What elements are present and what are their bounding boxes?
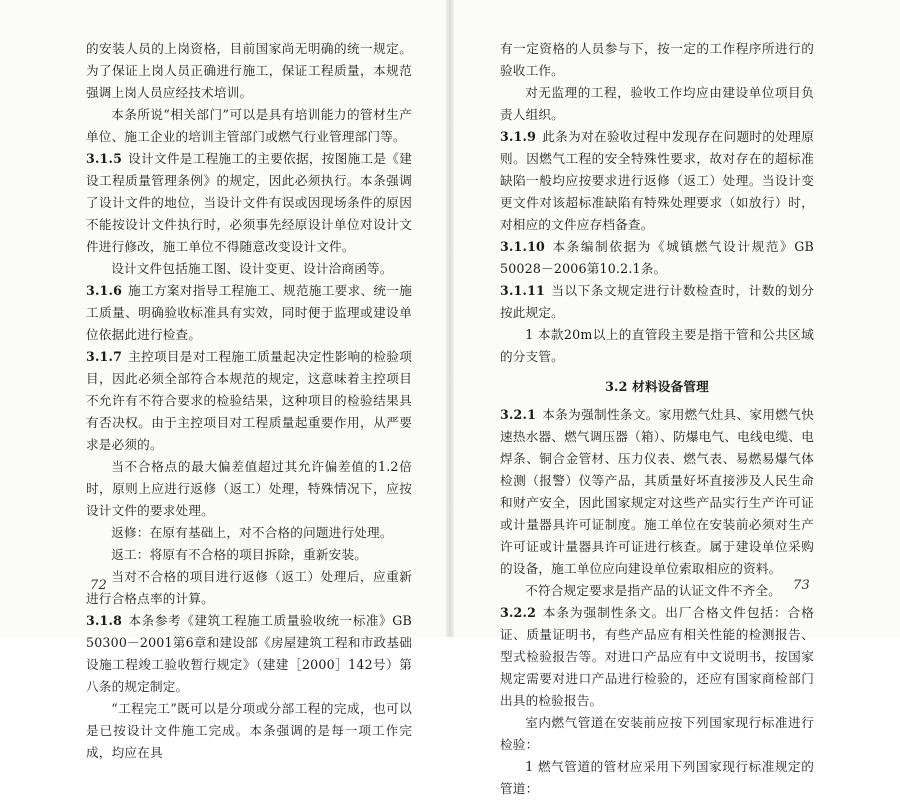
article-text: 此条为对在验收过程中发现存在问题时的处理原则。因燃气工程的安全特殊性要求，故对存在的超标准缺陷一般均应按要求进行返修（返工）处理。当设计变更文件对该超标准缺陷有特殊处理要求（如放行）时，对相应的文件应存档备查。 xyxy=(500,129,814,232)
article-3-1-7 xyxy=(86,346,412,456)
article-text: 当以下条文规定进行计数检查时，计数的划分按此规定。 xyxy=(500,283,814,320)
paragraph: 不符合规定要求是指产品的认证文件不齐全。 xyxy=(525,583,782,598)
article-text: 本条参考《建筑工程施工质量验收统一标准》GB 50300－2001第6章和建设部《房屋建筑工程和市政基础设施工程竣工验收暂行规定》（建建［2000］142号）第八条的规定制定。 xyxy=(86,613,412,694)
article-number: 3.1.6 xyxy=(86,283,123,298)
article-3-1-6 xyxy=(86,280,412,346)
paragraph: 对无监理的工程，验收工作均应由建设单位项目负责人组织。 xyxy=(500,85,814,122)
article-3-1-9 xyxy=(500,126,814,236)
article-3-1-11 xyxy=(500,280,814,324)
paragraph: 的安装人员的上岗资格，目前国家尚无明确的统一规定。为了保证上岗人员正确进行施工，保证工程质量，本规范强调上岗人员应经技术培训。 xyxy=(86,41,412,100)
article-3-1-10 xyxy=(500,236,814,280)
list-item: 1 燃气管道的管材应采用下列国家现行标准规定的管道： xyxy=(500,759,814,796)
article-text: 本条为强制性条文。出厂合格文件包括：合格证、质量证明书，有些产品应有相关性能的检测报告、型式检验报告等。对进口产品应有中文说明书，按国家规定需要对进口产品进行检验的，还应有国家商检部门出具的检验报告。 xyxy=(500,605,814,708)
article-number: 3.1.11 xyxy=(500,283,546,298)
section-title: 3.2 材料设备管理 xyxy=(605,379,709,394)
left-page xyxy=(0,0,450,760)
paragraph: 返工：将原有不合格的项目拆除，重新安装。 xyxy=(111,547,368,562)
article-text: 本条为强制性条文。家用燃气灶具、家用燃气快速热水器、燃气调压器（箱）、防爆电气、电线电缆、电焊条、铜合金管材、压力仪表、燃气表、易燃易爆气体检测（报警）仪等产品，其质量好坏直接涉及人民生命和财产安全，因此国家规定对这些产品实行生产许可证或计量器具许可证制度。施工单位在安装前必须对生产许可证或计量器具许可证进行核查。属于建设单位采购的设备，施工单位应向建设单位索取相应的资料。 xyxy=(500,407,814,576)
article-number: 3.1.9 xyxy=(500,129,537,144)
paragraph: 有一定资格的人员参与下，按一定的工作程序所进行的验收工作。 xyxy=(500,41,814,78)
article-text: 本条编制依据为《城镇燃气设计规范》GB 50028－2006第10.2.1条。 xyxy=(500,239,814,276)
article-3-1-8 xyxy=(86,610,412,698)
paragraph: 当不合格点的最大偏差值超过其允许偏差值的1.2倍时，原则上应进行返修（返工）处理，特殊情况下，应按设计文件的要求处理。 xyxy=(86,459,412,518)
article-text: 施工方案对指导工程施工、规范施工要求、统一施工质量、明确验收标准具有实效，同时便于监理或建设单位依据此进行检查。 xyxy=(86,283,412,342)
article-number: 3.1.8 xyxy=(86,613,123,628)
article-text: 主控项目是对工程施工质量起决定性影响的检验项目，因此必须全部符合本规范的规定，这意味着主控项目不允许有不符合要求的检验结果，这种项目的检验结果具有否决权。由于主控项目对工程质量起重要作用，从严要求是必须的。 xyxy=(86,349,412,452)
article-3-1-5 xyxy=(86,148,412,258)
paragraph: 设计文件包括施工图、设计变更、设计洽商函等。 xyxy=(111,261,393,276)
article-3-2-1 xyxy=(500,404,814,580)
article-text: 设计文件是工程施工的主要依据，按图施工是《建设工程质量管理条例》的规定，因此必须执行。本条强调了设计文件的地位，当设计文件有误或因现场条件的原因不能按设计文件执行时，必须事先经原设计单位对设计文件进行修改，施工单位不得随意改变设计文件。 xyxy=(86,151,412,254)
list-item: 1 本款20m以上的直管段主要是指干管和公共区域的分支管。 xyxy=(500,327,814,364)
paragraph: 当对不合格的项目进行返修（返工）处理后，应重新进行合格点率的计算。 xyxy=(86,569,412,606)
article-number: 3.2.1 xyxy=(500,407,537,422)
article-number: 3.1.5 xyxy=(86,151,123,166)
right-page xyxy=(450,0,900,796)
article-number: 3.2.2 xyxy=(500,605,537,620)
paragraph: 返修：在原有基础上，对不合格的问题进行处理。 xyxy=(111,525,393,540)
article-number: 3.1.7 xyxy=(86,349,123,364)
page-number: 73 xyxy=(793,578,810,593)
article-number: 3.1.10 xyxy=(500,239,546,254)
page-number: 72 xyxy=(90,578,107,593)
paragraph: “工程完工”既可以是分项或分部工程的完成，也可以是已按设计文件施工完成。本条强调的是每一项工作完成，均应在具 xyxy=(86,701,412,760)
paragraph: 本条所说“相关部门”可以是具有培训能力的管材生产单位、施工企业的培训主管部门或燃气行业管理部门等。 xyxy=(86,107,412,144)
article-3-2-2 xyxy=(500,602,814,712)
paragraph: 室内燃气管道在安装前应按下列国家现行标准进行检验： xyxy=(500,715,814,752)
